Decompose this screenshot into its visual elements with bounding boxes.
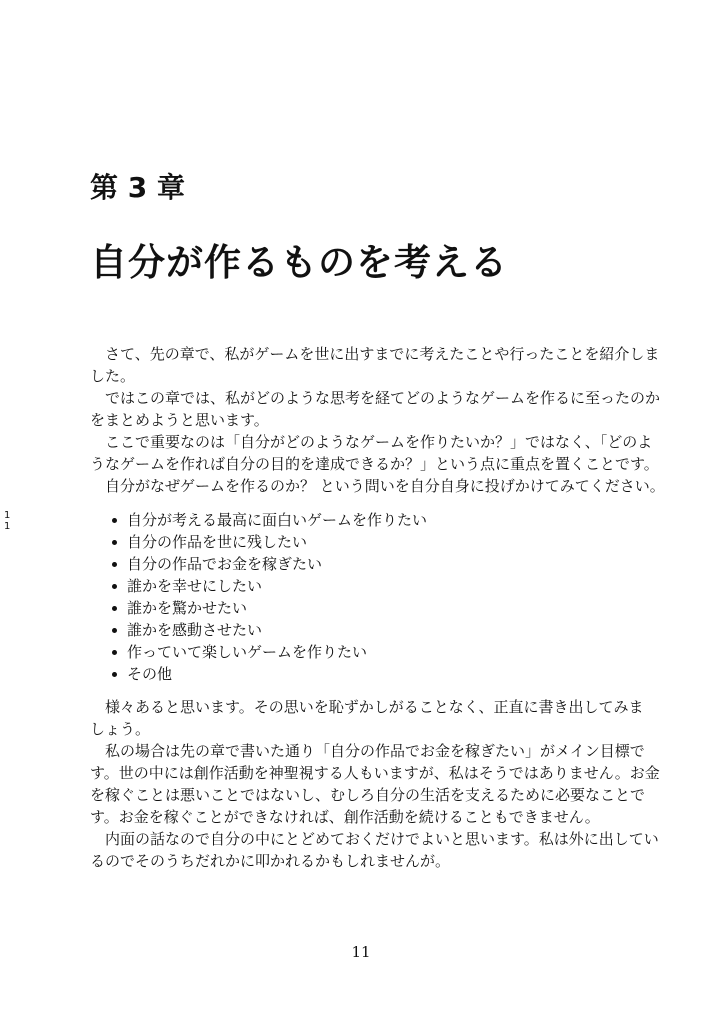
paragraph bbox=[90, 475, 665, 497]
list-item bbox=[112, 663, 427, 685]
list-item bbox=[112, 531, 427, 553]
margin-mark: 1 bbox=[4, 510, 11, 521]
paragraph bbox=[90, 828, 659, 872]
page-number: 11 bbox=[351, 943, 371, 961]
outro-text bbox=[90, 696, 660, 872]
bullet-icon bbox=[112, 540, 117, 545]
text-line: 自分がなぜゲームを作るのか？ という問いを自分自身に投げかけてみてください。 bbox=[105, 477, 665, 495]
paragraph bbox=[90, 431, 659, 475]
text-line: す。お金を稼ぐことができなければ、創作活動を続けることもできません。 bbox=[90, 808, 600, 826]
list-item bbox=[112, 575, 427, 597]
list-item-text: 誰かを感動させたい bbox=[127, 621, 263, 639]
list-item-text: 自分の作品でお金を稼ぎたい bbox=[127, 555, 323, 573]
reason-list bbox=[112, 509, 427, 685]
list-item-text: 誰かを幸せにしたい bbox=[127, 577, 263, 595]
paragraph bbox=[90, 343, 660, 387]
chapter-label: 第 3 章 bbox=[90, 171, 185, 204]
text-line: るのでそのうちだれかに叩かれるかもしれませんが。 bbox=[90, 852, 451, 870]
intro-text bbox=[90, 343, 665, 497]
chapter-title: 自分が作るものを考える bbox=[90, 241, 508, 284]
bullet-icon bbox=[112, 562, 117, 567]
margin-marks bbox=[4, 510, 10, 532]
text-line: ここで重要なのは「自分がどのようなゲームを作りたいか？」ではなく、「どのよ bbox=[105, 433, 653, 451]
list-item bbox=[112, 597, 427, 619]
paragraph bbox=[90, 387, 661, 431]
text-line: うなゲームを作れば自分の目的を達成できるか？」という点に重点を置くことです。 bbox=[90, 455, 659, 473]
list-item-text: 作っていて楽しいゲームを作りたい bbox=[127, 643, 368, 661]
text-line: さて、先の章で、私がゲームを世に出すまでに考えたことや行ったことを紹介しま bbox=[105, 345, 660, 363]
list-item-text: その他 bbox=[127, 665, 173, 683]
list-item bbox=[112, 553, 427, 575]
text-line: した。 bbox=[90, 367, 136, 385]
list-item bbox=[112, 619, 427, 641]
text-line: を稼ぐことは悪いことではないし、むしろ自分の生活を支えるために必要なことで bbox=[90, 786, 646, 804]
text-line: す。世の中には創作活動を神聖視する人もいますが、私はそうではありません。お金 bbox=[90, 764, 660, 782]
bullet-icon bbox=[112, 628, 117, 633]
bullet-icon bbox=[112, 518, 117, 523]
list-item-text: 誰かを驚かせたい bbox=[127, 599, 248, 617]
list-item-text: 自分の作品を世に残したい bbox=[127, 533, 308, 551]
list-item bbox=[112, 509, 427, 531]
bullet-icon bbox=[112, 584, 117, 589]
paragraph bbox=[90, 696, 642, 740]
text-line: しょう。 bbox=[90, 720, 151, 738]
bullet-icon bbox=[112, 606, 117, 611]
text-line: ではこの章では、私がどのような思考を経てどのようなゲームを作るに至ったのか bbox=[105, 389, 661, 407]
list-item bbox=[112, 641, 427, 663]
text-line: 私の場合は先の章で書いた通り「自分の作品でお金を稼ぎたい」がメイン目標で bbox=[105, 742, 645, 760]
paragraph bbox=[90, 740, 660, 828]
text-line: 内面の話なので自分の中にとどめておくだけでよいと思います。私は外に出してい bbox=[105, 830, 659, 848]
bullet-icon bbox=[112, 672, 117, 677]
bullet-icon bbox=[112, 650, 117, 655]
text-line: をまとめようと思います。 bbox=[90, 411, 269, 429]
margin-mark: 1 bbox=[4, 521, 11, 532]
text-line: 様々あると思います。その思いを恥ずかしがることなく、正直に書き出してみま bbox=[105, 698, 644, 716]
list-item-text: 自分が考える最高に面白いゲームを作りたい bbox=[127, 511, 428, 529]
